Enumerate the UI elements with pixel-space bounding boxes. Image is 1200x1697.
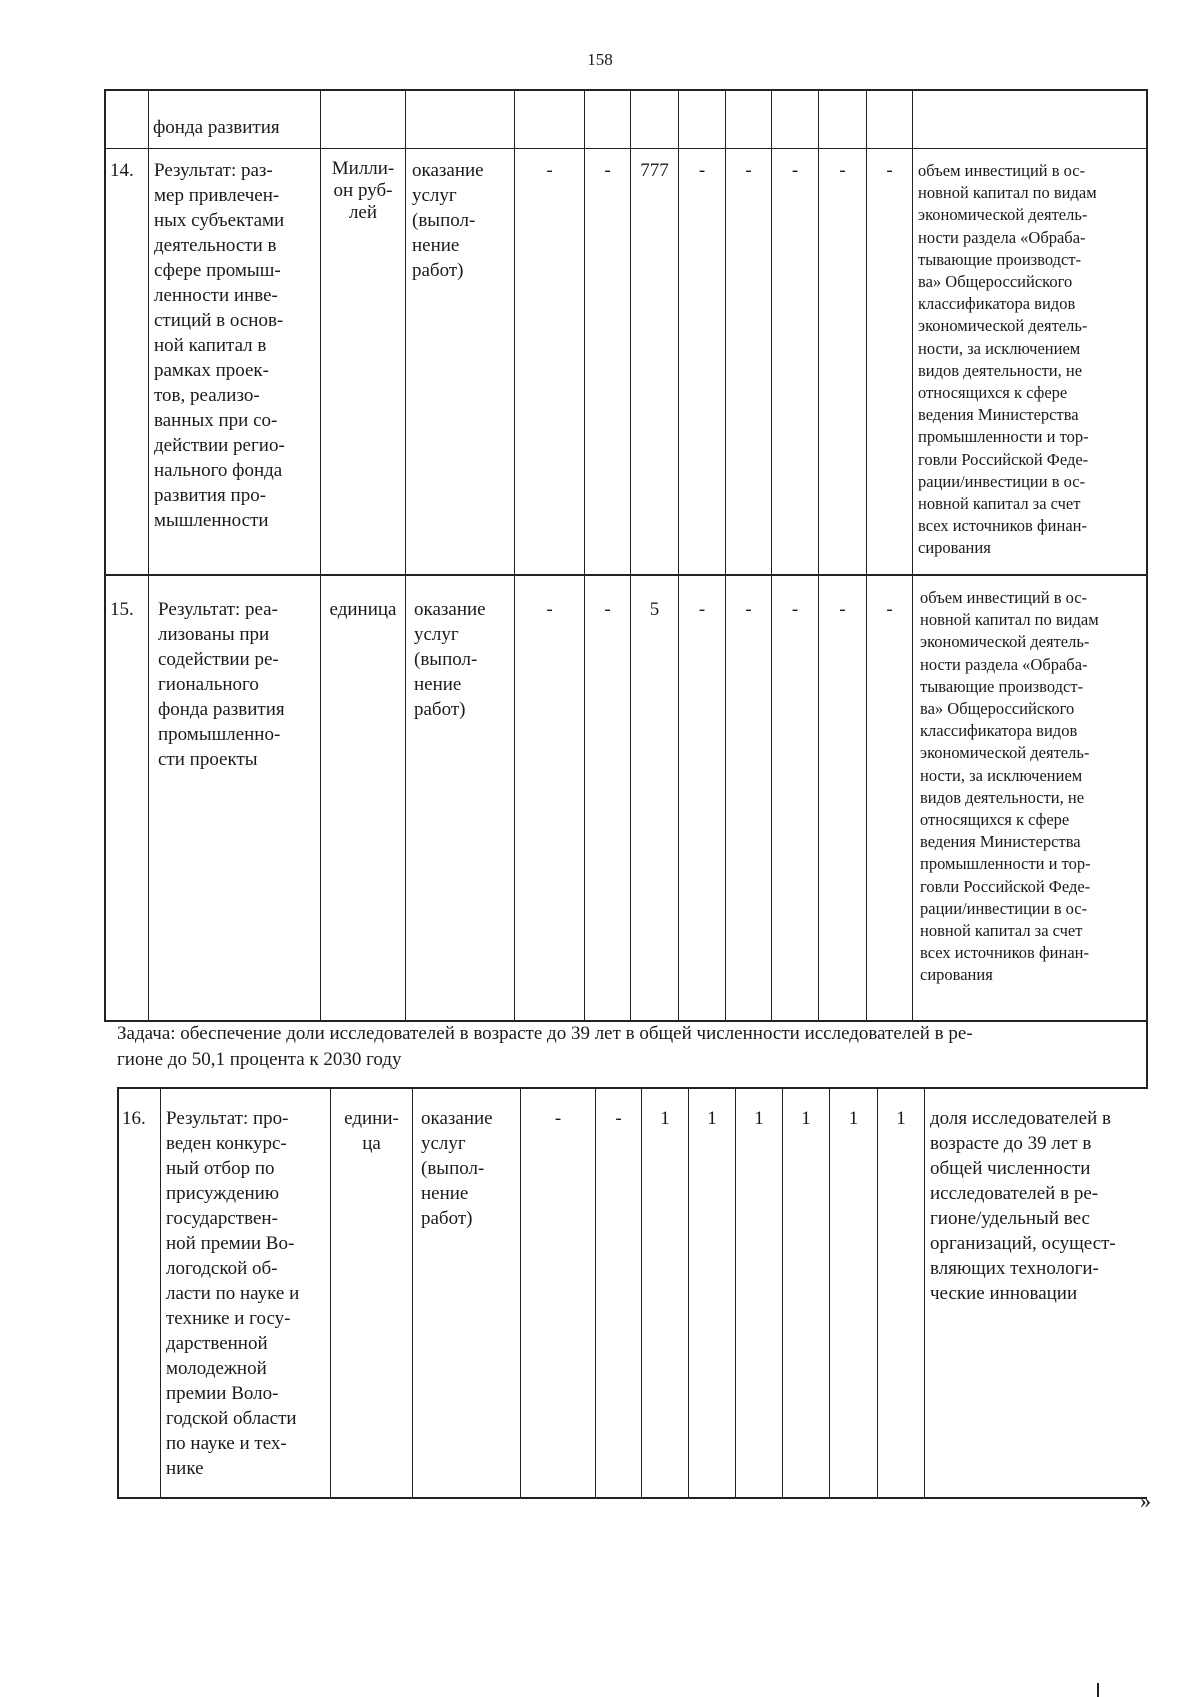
value-cell: - xyxy=(698,599,706,620)
table-border xyxy=(1146,89,1148,1089)
value-cell: - xyxy=(791,160,799,181)
row-unit: единица xyxy=(329,599,397,620)
value-cell: - xyxy=(745,599,752,620)
row-indicator: доля исследователей в возрасте до 39 лет в общей численности исследователей в ре- гионе/удельный вес организаций, осущест- вляющих технологи- ческие инновации xyxy=(930,1108,1116,1304)
row-number: 14. xyxy=(110,160,134,181)
value-cell: 1 xyxy=(707,1108,717,1129)
value-cell: - xyxy=(604,160,611,181)
column-divider xyxy=(877,1088,878,1498)
value-cell: - xyxy=(554,1108,562,1129)
column-divider xyxy=(782,1088,783,1498)
column-divider xyxy=(771,89,772,1021)
value-cell: - xyxy=(698,160,706,181)
value-cell: - xyxy=(615,1108,622,1129)
row-divider xyxy=(104,148,1147,149)
value-cell: 1 xyxy=(754,1108,764,1129)
column-divider xyxy=(912,89,913,1021)
value-cell: - xyxy=(546,160,553,181)
column-divider xyxy=(688,1088,689,1498)
row-name: Результат: реа- лизованы при содействии ре- гионального фонда развития промышленно- сти проекты xyxy=(158,599,285,770)
value-cell: - xyxy=(886,160,893,181)
value-cell: 777 xyxy=(640,160,669,181)
column-divider xyxy=(412,1088,413,1498)
task-row-text: Задача: обеспечение доли исследователей в возрасте до 39 лет в общей численности исследователей в ре- гионе до 50,1 процента к 2030 году xyxy=(117,1023,973,1070)
table-border xyxy=(104,89,1147,91)
value-cell: - xyxy=(791,599,799,620)
task-row-bottom-border xyxy=(117,1087,1147,1089)
row-type: оказание услуг (выпол- нение работ) xyxy=(412,160,484,281)
row-indicator: объем инвестиций в ос- новной капитал по видам экономической деятель- ности раздела «Обраба- тывающие производст- ва» Общероссийского классификатора видов экономической деятель- ности, за исключением видов деятельности, не относящихся к сфере ведения Министерства промышленности и тор- говли Российской Феде- рации/инвестиции в ос- новной капитал за счет всех источников финан- сирования xyxy=(920,588,1099,985)
column-divider xyxy=(160,1088,161,1498)
value-cell: - xyxy=(604,599,611,620)
value-cell: - xyxy=(546,599,553,620)
column-divider xyxy=(866,89,867,1021)
column-divider xyxy=(630,89,631,1021)
value-cell: 1 xyxy=(848,1108,859,1129)
page-number: 158 xyxy=(587,50,613,69)
row-type: оказание услуг (выпол- нение работ) xyxy=(414,599,486,720)
closing-quote: » xyxy=(1140,1488,1151,1513)
value-cell: 5 xyxy=(649,599,660,620)
column-divider xyxy=(818,89,819,1021)
value-cell: - xyxy=(886,599,893,620)
column-divider xyxy=(148,89,149,1021)
row-unit: Милли- он руб- лей xyxy=(331,158,395,223)
row-name: Результат: про- веден конкурс- ный отбор по присуждению государствен- ной премии Во- логодской об- ласти по науке и технике и госу- дарственной молодежной премии Воло- годской области по науке и тех- нике xyxy=(166,1108,300,1479)
value-cell: 1 xyxy=(896,1108,906,1129)
column-divider xyxy=(405,89,406,1021)
column-divider xyxy=(520,1088,521,1498)
column-divider xyxy=(725,89,726,1021)
column-divider xyxy=(641,1088,642,1498)
row-divider xyxy=(104,574,1147,576)
table-border xyxy=(117,1087,119,1499)
row-type: оказание услуг (выпол- нение работ) xyxy=(421,1108,493,1229)
value-cell: - xyxy=(745,160,752,181)
column-divider xyxy=(678,89,679,1021)
column-divider xyxy=(514,89,515,1021)
margin-mark xyxy=(1097,1683,1099,1697)
column-divider xyxy=(584,89,585,1021)
table-border xyxy=(104,89,106,1022)
value-cell: - xyxy=(839,160,846,181)
value-cell: 1 xyxy=(801,1108,811,1129)
row-unit: едини- ца xyxy=(344,1108,399,1154)
value-cell: 1 xyxy=(660,1108,670,1129)
column-divider xyxy=(924,1088,925,1498)
table-border xyxy=(117,1497,1147,1499)
value-cell: - xyxy=(839,599,846,620)
row-name: Результат: раз- мер привлечен- ных субъектами деятельности в сфере промыш- ленности инве- стиций в основ- ной капитал в рамках проек- тов, реализо- ванных при со- действии регио- нального фонда развития про- мышленности xyxy=(154,160,285,531)
column-divider xyxy=(595,1088,596,1498)
row-indicator: объем инвестиций в ос- новной капитал по видам экономической деятель- ности раздела «Обраба- тывающие производст- ва» Общероссийского классификатора видов экономической деятель- ности, за исключением видов деятельности, не относящихся к сфере ведения Министерства промышленности и тор- говли Российской Феде- рации/инвестиции в ос- новной капитал за счет всех источников финан- сирования xyxy=(918,161,1097,558)
row-number: 16. xyxy=(122,1108,146,1129)
row-number: 15. xyxy=(110,599,134,620)
column-divider xyxy=(829,1088,830,1498)
column-divider xyxy=(320,89,321,1021)
carry-row-name: фонда развития xyxy=(153,117,280,138)
column-divider xyxy=(735,1088,736,1498)
